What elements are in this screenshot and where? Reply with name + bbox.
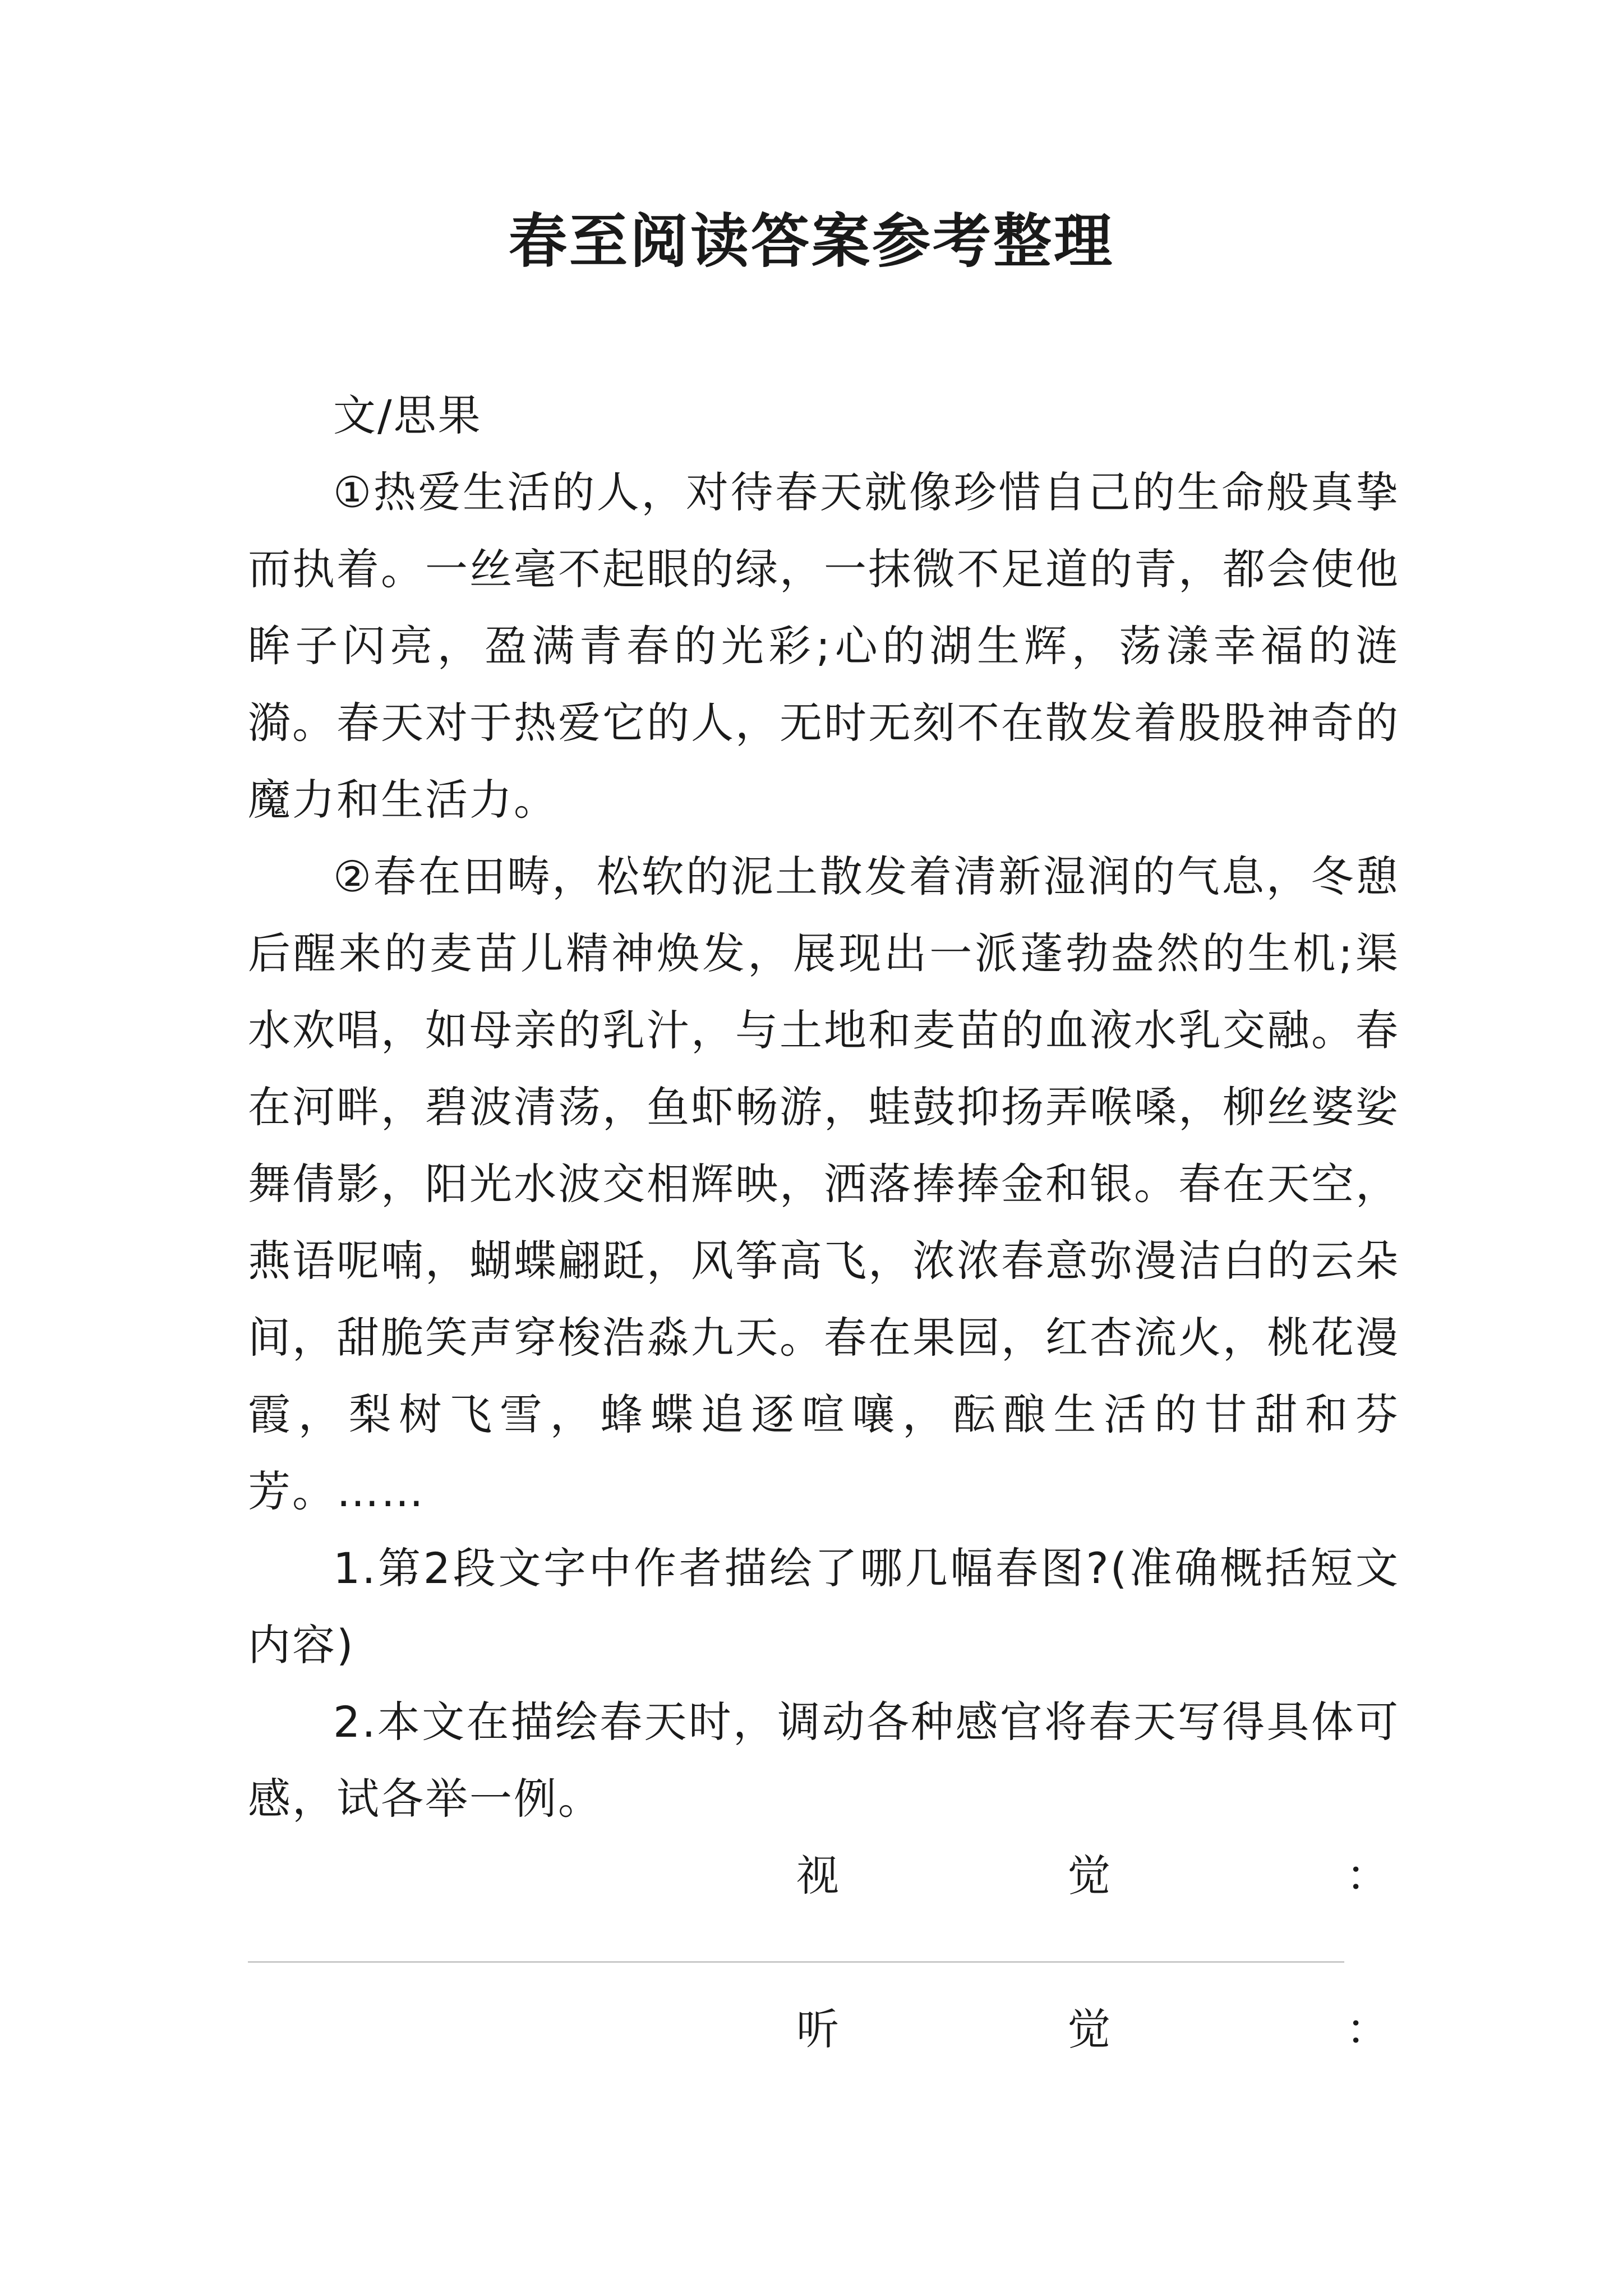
visual-label-char-1: 视 (796, 1851, 839, 1901)
visual-label-colon: ： (1346, 1851, 1389, 1901)
paragraph-1: ①热爱生活的人，对待春天就像珍惜自己的生命般真挚而执着。一丝毫不起眼的绿，一抹微不足道的青，都会使他眸子闪亮，盈满青春的光彩;心的湖生辉，荡漾幸福的涟漪。春天对于热爱它的人，无时无刻不在散发着股股神奇的魔力和生活力。 (248, 467, 1400, 825)
question-1: 1.第2段文字中作者描绘了哪几幅春图?(准确概括短文内容) (248, 1543, 1400, 1670)
auditory-answer-label (248, 1991, 1400, 2068)
question-2: 2.本文在描绘春天时，调动各种感官将春天写得具体可感，试各举一例。 (248, 1697, 1400, 1824)
visual-label-char-2: 觉 (1068, 1851, 1110, 1901)
auditory-label-char-1: 听 (796, 2004, 839, 2054)
author-line: 文/思果 (333, 390, 482, 440)
document-title: 春至阅读答案参考整理 (508, 206, 1114, 275)
auditory-label-char-2: 觉 (1068, 2004, 1110, 2054)
auditory-label-colon: ： (1346, 2004, 1389, 2054)
visual-answer-label (248, 1837, 1400, 1914)
paragraph-2: ②春在田畴，松软的泥土散发着清新湿润的气息，冬憩后醒来的麦苗儿精神焕发，展现出一派蓬勃盎然的生机;渠水欢唱，如母亲的乳汁，与土地和麦苗的血液水乳交融。春在河畔，碧波清荡，鱼虾畅游，蛙鼓抑扬弄喉嗓，柳丝婆娑舞倩影，阳光水波交相辉映，洒落捧捧金和银。春在天空，燕语呢喃，蝴蝶翩跹，风筝高飞，浓浓春意弥漫洁白的云朵间，甜脆笑声穿梭浩淼九天。春在果园，红杏流火，桃花漫霞，梨树飞雪，蜂蝶追逐喧嚷，酝酿生活的甘甜和芬芳。…… (248, 852, 1400, 1516)
document-body (248, 377, 1400, 2068)
visual-answer-blank (248, 1914, 1344, 1991)
